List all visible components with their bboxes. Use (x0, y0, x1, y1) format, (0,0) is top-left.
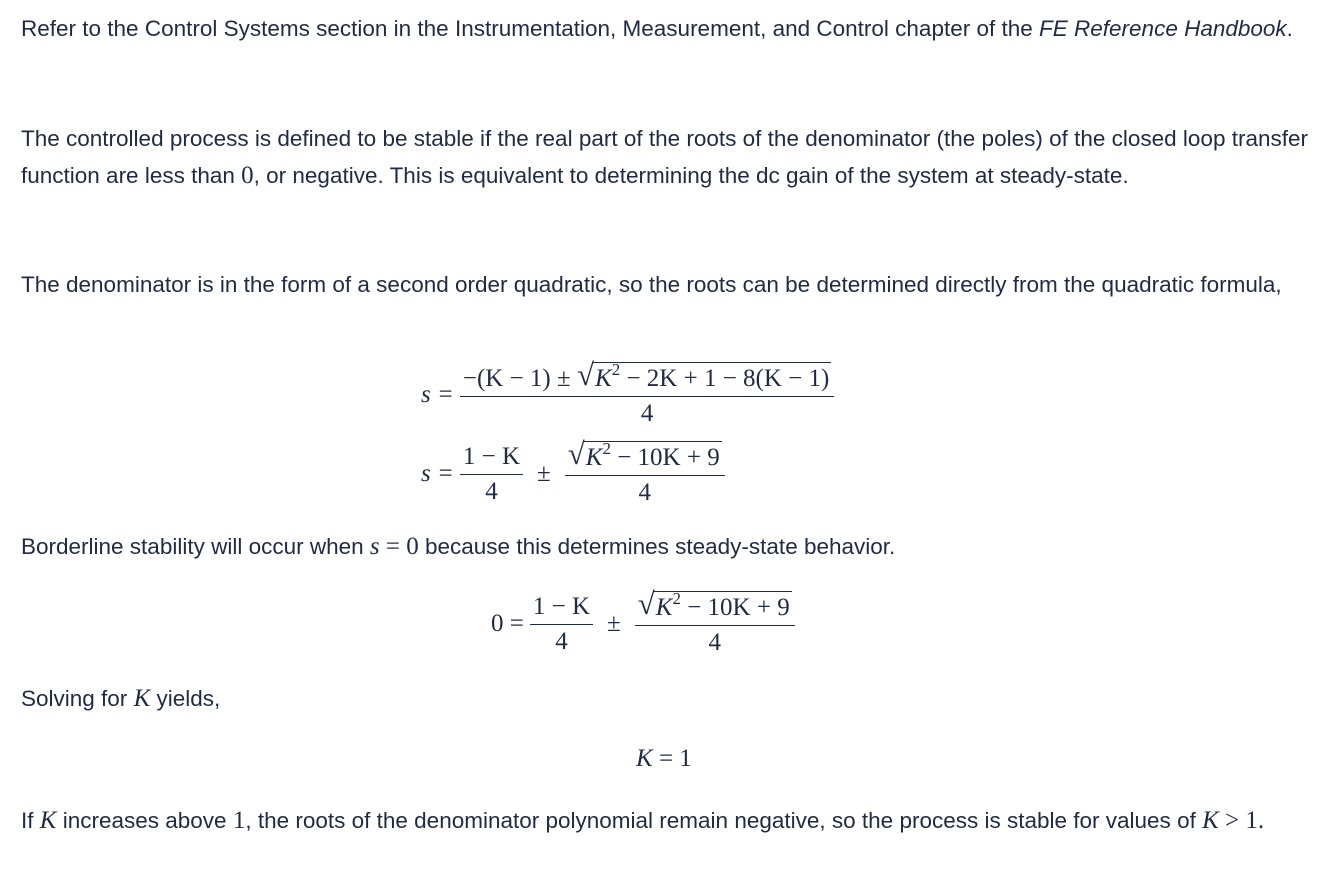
solving-text-end: yields, (150, 686, 221, 711)
var-k: K (39, 807, 57, 834)
eq2-exponent: 2 (602, 438, 611, 458)
eq2-sqrt (567, 436, 722, 472)
eq3-frac1-numerator: 1 − K (530, 593, 593, 625)
eq2-radicand (584, 438, 722, 472)
solving-text: Solving for (21, 686, 134, 711)
eq3-frac2-denominator: 4 (708, 629, 721, 656)
eq2-frac1-denominator: 4 (485, 477, 498, 505)
eq3-fraction-1 (530, 593, 593, 656)
eq3-radicand (654, 588, 792, 622)
equation-result (636, 745, 692, 773)
var-s: s (369, 533, 380, 560)
var-k: K (1202, 807, 1219, 834)
borderline-text: Borderline stability will occur when (21, 534, 370, 559)
equation-quadratic-formula (421, 357, 840, 428)
eq1-numerator (460, 357, 834, 397)
equation-simplified-roots (421, 436, 731, 507)
eq1-radicand-rest: − 2K + 1 − 8(K − 1) (620, 365, 830, 392)
eq2-radicand-rest: − 10K + 9 (610, 444, 720, 471)
equation-borderline (491, 586, 801, 657)
stability-paragraph (21, 121, 1316, 194)
eq1-sqrt (576, 357, 831, 393)
eq1-numerator-prefix: −(K − 1) ± (462, 365, 571, 392)
eq2-plus-minus: ± (537, 460, 551, 487)
var-k: K (133, 685, 151, 712)
eq2-lhs: s = (421, 460, 454, 487)
conclusion-text: If (21, 808, 40, 833)
quadratic-paragraph (21, 267, 1316, 304)
eq3-sqrt (637, 586, 792, 622)
intro-text: Refer to the Control Systems section in the Instrumentation, Measurement, and Control chapter of the (21, 16, 1040, 41)
eq1-fraction (460, 357, 834, 428)
conclusion-text-2: increases above (56, 808, 233, 833)
eq1-denominator: 4 (640, 400, 654, 427)
eq4-var-k: K (636, 745, 653, 772)
eq3-plus-minus: ± (607, 610, 621, 637)
inequality: > 1. (1218, 807, 1265, 834)
conclusion-paragraph (21, 803, 1316, 840)
borderline-text-end: because this determines steady-state behavior. (418, 534, 896, 559)
eq1-exponent: 2 (611, 359, 621, 379)
borderline-paragraph (21, 529, 1316, 566)
eq3-radicand-rest: − 10K + 9 (680, 594, 790, 621)
eq4-rest: = 1 (652, 745, 692, 772)
sqrt-sign-icon: √ (576, 357, 594, 392)
equals-zero: = 0 (379, 533, 419, 560)
handbook-title: FE Reference Handbook (1039, 16, 1287, 41)
eq1-radicand-base: K (595, 365, 612, 392)
quadratic-text: The denominator is in the form of a second order quadratic, so the roots can be determined directly from the quadratic formula, (21, 272, 1282, 297)
intro-period: . (1286, 16, 1293, 41)
eq3-frac2-numerator (635, 586, 795, 626)
eq1-lhs: s = (421, 381, 454, 408)
zero-value: 0 (241, 161, 254, 189)
stability-text-end: , or negative. This is equivalent to determining the dc gain of the system at steady-state. (253, 162, 1129, 188)
sqrt-sign-icon: √ (637, 586, 655, 621)
eq3-frac1-denominator: 4 (555, 627, 568, 655)
eq2-fraction-2 (565, 436, 725, 507)
eq2-frac2-numerator (565, 436, 725, 476)
eq3-lhs: 0 = (491, 610, 524, 637)
solving-paragraph (21, 681, 1316, 718)
one-value: 1 (232, 807, 246, 834)
sqrt-sign-icon: √ (567, 436, 585, 471)
eq2-frac2-denominator: 4 (638, 479, 651, 506)
eq3-fraction-2 (635, 586, 795, 657)
eq1-radicand (593, 359, 831, 393)
eq3-exponent: 2 (672, 588, 681, 608)
stability-text: The controlled process is defined to be stable if the real part of the roots of the denominator (the poles) of the closed loop transfer function are less than (21, 126, 1308, 188)
eq2-radicand-base: K (585, 444, 603, 471)
eq2-frac1-numerator: 1 − K (460, 443, 523, 475)
eq3-radicand-base: K (655, 594, 673, 621)
eq2-fraction-1 (460, 443, 523, 506)
intro-paragraph (21, 11, 1316, 48)
conclusion-text-3: , the roots of the denominator polynomial remain negative, so the process is stable for values of (245, 808, 1203, 833)
